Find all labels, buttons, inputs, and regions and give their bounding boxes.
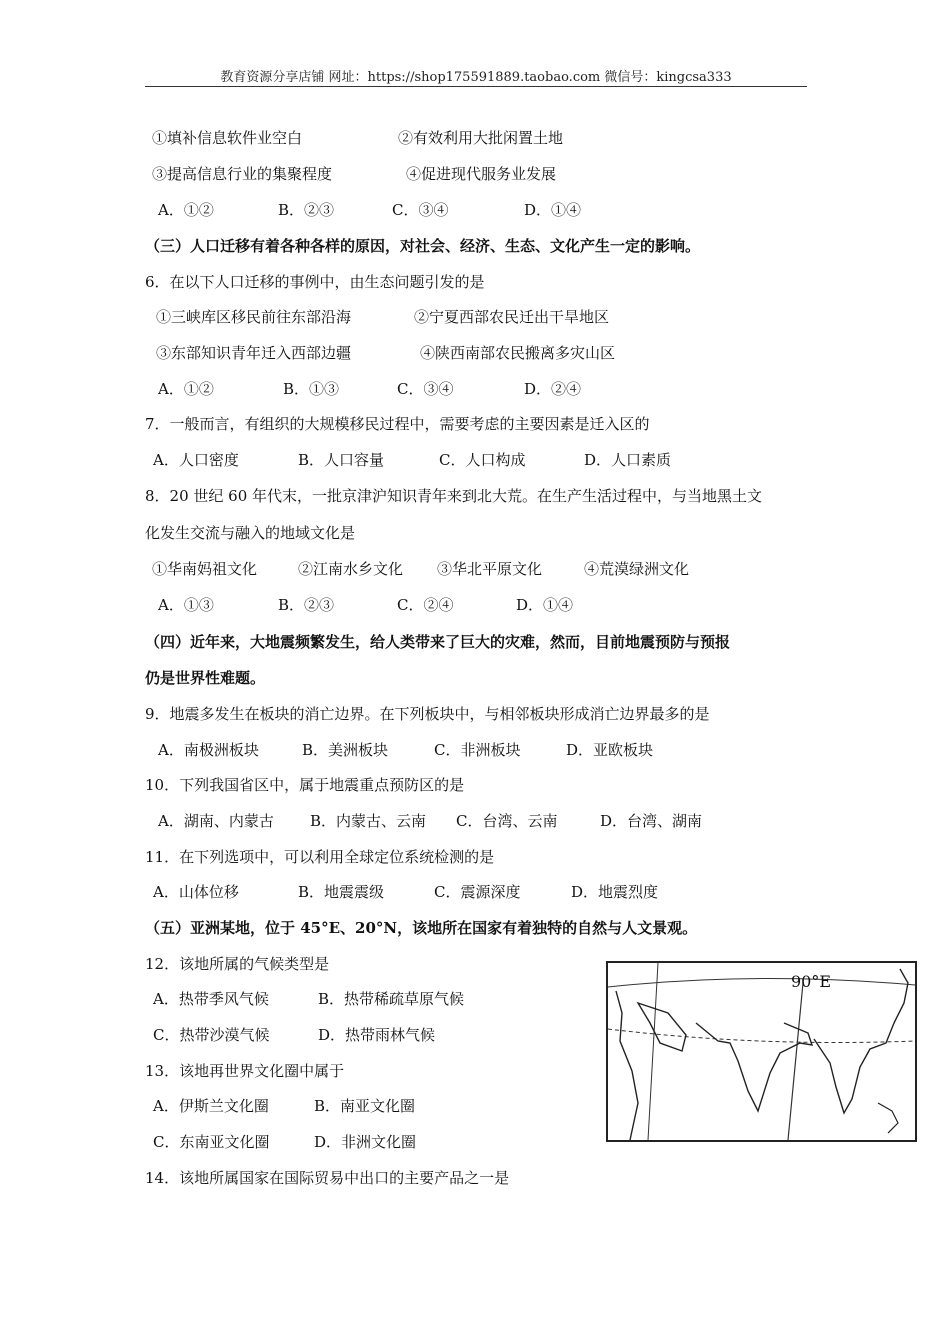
q6-item-4: ④陕西南部农民搬离多灾山区 xyxy=(420,344,616,362)
coastline-islands xyxy=(878,1103,898,1133)
q5-option-a: A．①② xyxy=(158,201,214,219)
q5-option-d: D．①④ xyxy=(524,201,582,219)
q12-option-a: A．热带季风气候 xyxy=(153,990,269,1008)
q10-stem: 10．下列我国省区中，属于地震重点预防区的是 xyxy=(145,776,465,794)
q14-stem: 14．该地所属国家在国际贸易中出口的主要产品之一是 xyxy=(145,1169,510,1187)
q7-option-d: D．人口素质 xyxy=(584,451,672,469)
q6-item-1: ①三峡库区移民前往东部沿海 xyxy=(156,308,352,326)
meridian-90e-line xyxy=(788,983,803,1140)
section-4-title-line-2: 仍是世界性难题。 xyxy=(145,669,266,687)
q7-stem: 7．一般而言，有组织的大规模移民过程中，需要考虑的主要因素是迁入区的 xyxy=(145,415,650,433)
coastline-africa xyxy=(616,991,638,1140)
q6-option-b: B．①③ xyxy=(283,380,340,398)
q7-option-b: B．人口容量 xyxy=(298,451,385,469)
q11-option-a: A．山体位移 xyxy=(153,883,239,901)
q12-stem: 12．该地所属的气候类型是 xyxy=(145,955,330,973)
q9-option-c: C．非洲板块 xyxy=(434,741,521,759)
q13-option-a: A．伊斯兰文化圈 xyxy=(153,1097,269,1115)
q8-item-4: ④荒漠绿洲文化 xyxy=(584,560,690,578)
q8-item-1: ①华南妈祖文化 xyxy=(152,560,258,578)
section-3-title: （三）人口迁移有着各种各样的原因，对社会、经济、生态、文化产生一定的影响。 xyxy=(145,237,701,255)
q9-option-b: B．美洲板块 xyxy=(302,741,389,759)
q5-item-3: ③提高信息行业的集聚程度 xyxy=(152,165,333,183)
q11-option-c: C．震源深度 xyxy=(434,883,521,901)
q8-stem-line-2: 化发生交流与融入的地域文化是 xyxy=(145,524,356,542)
asia-map-drawing xyxy=(608,963,915,1140)
q8-stem-line-1: 8．20 世纪 60 年代末，一批京津沪知识青年来到北大荒。在生产生活过程中，与当地黑土文 xyxy=(145,487,763,505)
section-4-title-line-1: （四）近年来，大地震频繁发生，给人类带来了巨大的灾难，然而，目前地震预防与预报 xyxy=(145,633,731,651)
q6-item-3: ③东部知识青年迁入西部边疆 xyxy=(156,344,352,362)
q5-item-2: ②有效利用大批闲置土地 xyxy=(398,129,564,147)
q8-item-3: ③华北平原文化 xyxy=(437,560,543,578)
q6-option-c: C．③④ xyxy=(397,380,454,398)
q8-option-a: A．①③ xyxy=(158,596,214,614)
q12-option-b: B．热带稀疏草原气候 xyxy=(318,990,465,1008)
header-rule xyxy=(145,86,807,87)
q13-option-d: D．非洲文化圈 xyxy=(314,1133,417,1151)
q8-option-b: B．②③ xyxy=(278,596,335,614)
q13-option-c: C．东南亚文化圈 xyxy=(153,1133,270,1151)
q6-option-a: A．①② xyxy=(158,380,214,398)
q13-stem: 13．该地再世界文化圈中属于 xyxy=(145,1062,345,1080)
asia-map-figure xyxy=(606,961,917,1142)
q6-item-2: ②宁夏西部农民迁出干旱地区 xyxy=(414,308,610,326)
q7-option-c: C．人口构成 xyxy=(439,451,526,469)
q11-option-b: B．地震震级 xyxy=(298,883,385,901)
q10-option-b: B．内蒙古、云南 xyxy=(310,812,427,830)
q11-option-d: D．地震烈度 xyxy=(571,883,659,901)
q10-option-a: A．湖南、内蒙古 xyxy=(158,812,274,830)
q5-item-1: ①填补信息软件业空白 xyxy=(152,129,303,147)
q5-option-c: C．③④ xyxy=(392,201,449,219)
q8-option-d: D．①④ xyxy=(516,596,574,614)
q9-stem: 9．地震多发生在板块的消亡边界。在下列板块中，与相邻板块形成消亡边界最多的是 xyxy=(145,705,710,723)
q5-option-b: B．②③ xyxy=(278,201,335,219)
latitude-line-north xyxy=(608,978,915,987)
meridian-line-west xyxy=(648,963,658,1140)
q12-option-d: D．热带雨林气候 xyxy=(318,1026,436,1044)
q8-item-2: ②江南水乡文化 xyxy=(298,560,404,578)
q8-option-c: C．②④ xyxy=(397,596,454,614)
q6-option-d: D．②④ xyxy=(524,380,582,398)
q7-option-a: A．人口密度 xyxy=(153,451,239,469)
coastline-arabia xyxy=(638,1003,686,1051)
section-5-title: （五）亚洲某地，位于 45°E、20°N，该地所在国家有着独特的自然与人文景观。 xyxy=(145,919,698,937)
q9-option-d: D．亚欧板块 xyxy=(566,741,654,759)
page-header: 教育资源分享店铺 网址：https://shop175591889.taobao.com 微信号：kingcsa333 xyxy=(220,70,732,85)
q5-item-4: ④促进现代服务业发展 xyxy=(406,165,557,183)
q10-option-d: D．台湾、湖南 xyxy=(600,812,703,830)
q12-option-c: C．热带沙漠气候 xyxy=(153,1026,270,1044)
longitude-label: 90°E xyxy=(791,972,832,991)
q9-option-a: A．南极洲板块 xyxy=(158,741,259,759)
q10-option-c: C．台湾、云南 xyxy=(456,812,558,830)
q6-stem: 6．在以下人口迁移的事例中，由生态问题引发的是 xyxy=(145,273,485,291)
q13-option-b: B．南亚文化圈 xyxy=(314,1097,416,1115)
q11-stem: 11．在下列选项中，可以利用全球定位系统检测的是 xyxy=(145,848,495,866)
